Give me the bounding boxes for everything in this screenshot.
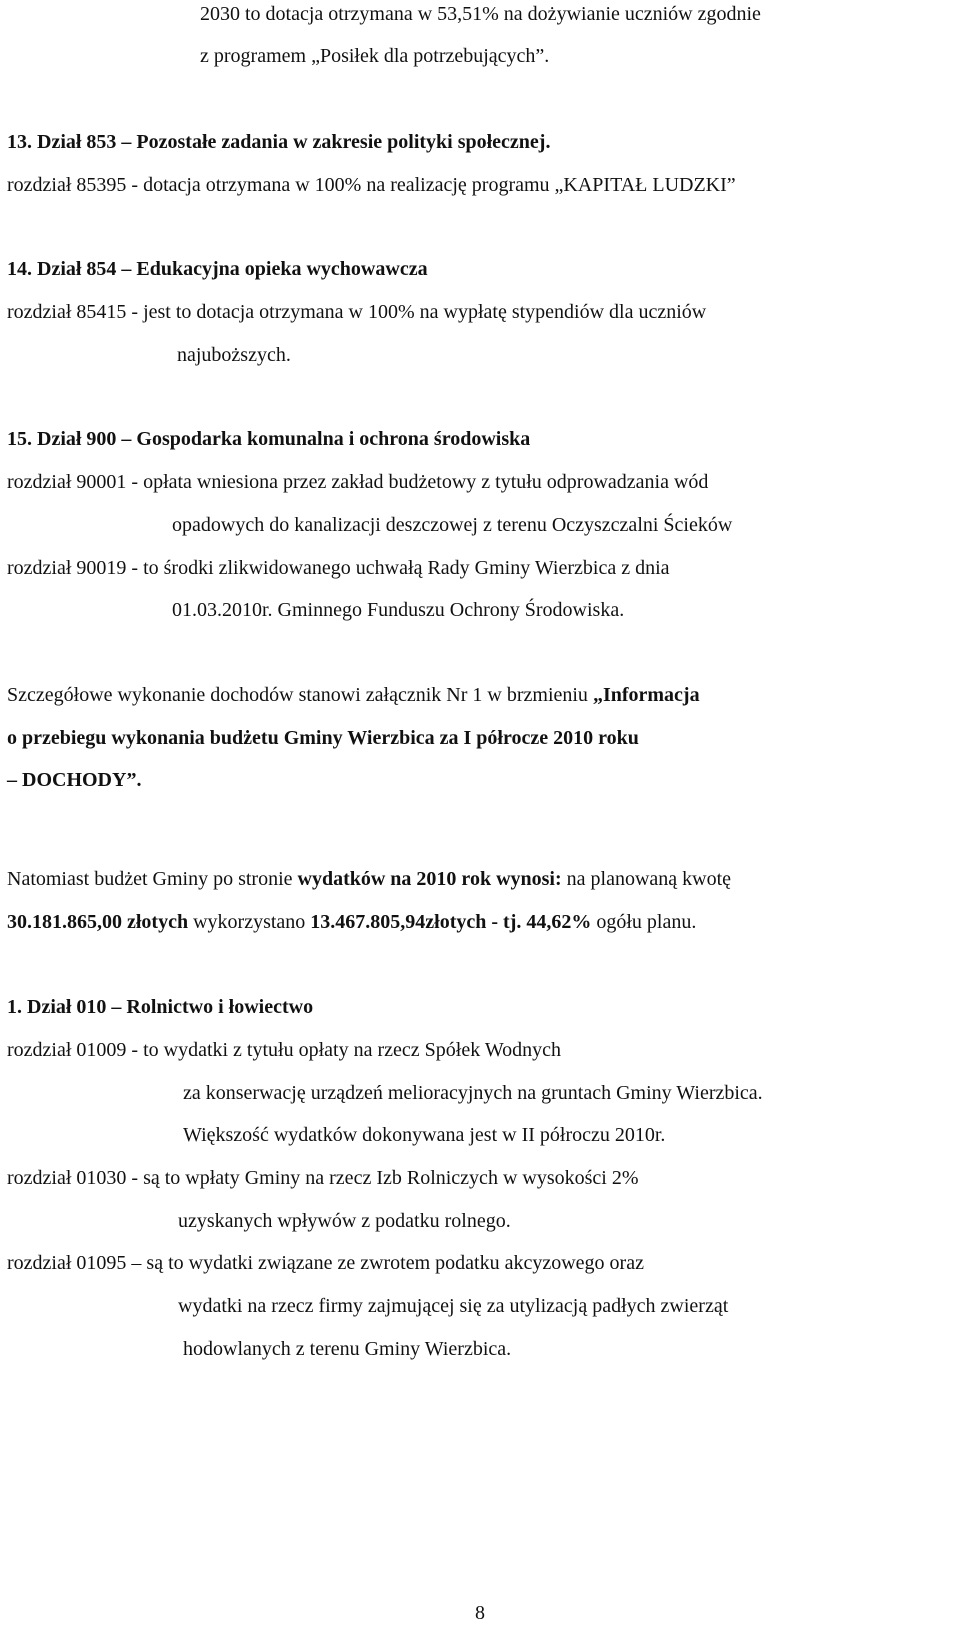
text-run: Natomiast budżet Gminy po stronie	[7, 868, 298, 890]
text-line: 01.03.2010r. Gminnego Funduszu Ochrony Środowiska.	[172, 599, 625, 621]
text-line	[7, 866, 731, 892]
text-line: rozdział 90001 - opłata wniesiona przez zakład budżetowy z tytułu odprowadzania wód	[7, 471, 709, 493]
text-line: rozdział 85415 - jest to dotacja otrzymana w 100% na wypłatę stypendiów dla uczniów	[7, 301, 707, 323]
text-line: rozdział 90019 - to środki zlikwidowanego uchwałą Rady Gminy Wierzbica z dnia	[7, 557, 670, 579]
section-heading: 14. Dział 854 – Edukacyjna opieka wychowawcza	[7, 258, 428, 280]
section-heading: 13. Dział 853 – Pozostałe zadania w zakresie polityki społecznej.	[7, 131, 551, 153]
text-line: rozdział 85395 - dotacja otrzymana w 100% na realizację programu „KAPITAŁ LUDZKI”	[7, 174, 736, 196]
text-line: z programem „Posiłek dla potrzebujących”.	[200, 45, 550, 67]
text-run: Szczegółowe wykonanie dochodów stanowi załącznik Nr 1 w brzmieniu	[7, 684, 593, 706]
text-line	[7, 909, 696, 935]
text-line: Większość wydatków dokonywana jest w II półroczu 2010r.	[183, 1124, 666, 1146]
text-line	[7, 682, 700, 708]
emphasis-run: 30.181.865,00 złotych	[7, 911, 189, 933]
emphasis-run: 13.467.805,94złotych - tj. 44,62%	[310, 911, 592, 933]
text-line: uzyskanych wpływów z podatku rolnego.	[178, 1210, 511, 1232]
text-line: opadowych do kanalizacji deszczowej z terenu Oczyszczalni Ścieków	[172, 514, 733, 536]
page-number: 8	[475, 1602, 485, 1624]
text-run: ogółu planu.	[591, 911, 697, 933]
section-heading: 15. Dział 900 – Gospodarka komunalna i ochrona środowiska	[7, 428, 531, 450]
text-line: – DOCHODY”.	[7, 769, 142, 791]
emphasis-run: „Informacja	[592, 684, 700, 706]
text-line: rozdział 01009 - to wydatki z tytułu opłaty na rzecz Spółek Wodnych	[7, 1039, 561, 1061]
text-run: wykorzystano	[188, 911, 311, 933]
emphasis-run: wydatków na 2010 rok wynosi:	[297, 868, 562, 890]
text-line: za konserwację urządzeń melioracyjnych na gruntach Gminy Wierzbica.	[183, 1082, 763, 1104]
text-line: hodowlanych z terenu Gminy Wierzbica.	[183, 1338, 512, 1360]
text-line: rozdział 01095 – są to wydatki związane ze zwrotem podatku akcyzowego oraz	[7, 1252, 644, 1274]
text-line: 2030 to dotacja otrzymana w 53,51% na dożywianie uczniów zgodnie	[200, 3, 761, 25]
text-line: o przebiegu wykonania budżetu Gminy Wierzbica za I półrocze 2010 roku	[7, 727, 639, 749]
text-run: na planowaną kwotę	[561, 868, 732, 890]
section-heading: 1. Dział 010 – Rolnictwo i łowiectwo	[7, 996, 314, 1018]
text-line: wydatki na rzecz firmy zajmującej się za utylizacją padłych zwierząt	[178, 1295, 729, 1317]
text-line: rozdział 01030 - są to wpłaty Gminy na rzecz Izb Rolniczych w wysokości 2%	[7, 1167, 639, 1189]
text-line: najuboższych.	[177, 344, 291, 366]
